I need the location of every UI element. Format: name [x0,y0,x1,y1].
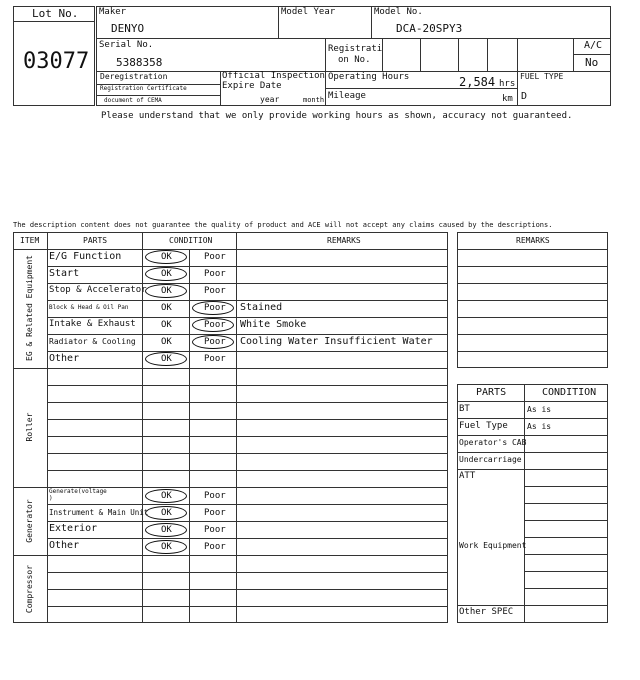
part-generate-voltage-close: ) [49,495,53,502]
item-header: ITEM [20,236,40,245]
eg-poor-4: Poor [204,303,226,313]
eg-poor-6: Poor [204,337,226,347]
eg-ok-5: OK [161,320,172,330]
poor-circle-mark [192,301,234,315]
part-radiator-cooling: Radiator & Cooling [49,337,136,346]
km-unit: km [502,94,513,104]
eg-poor-1: Poor [204,252,226,262]
right-part-undercarriage: Undercarriage [459,455,522,464]
deregistration-label: Deregistration [100,72,168,81]
model-year-label: Model Year [281,7,336,17]
gen-ok-3: OK [161,525,172,535]
ok-circle-mark [145,250,187,264]
ok-circle-mark [145,489,187,503]
gen-poor-4: Poor [204,542,226,552]
part-block-head-oil-pan: Block & Head & Oil Pan [49,304,129,311]
eg-poor-3: Poor [204,286,226,296]
right-part-fuel-type: Fuel Type [459,421,508,431]
registration-label-2: on No. [338,55,371,65]
lot-label: Lot No. [32,7,79,20]
lot-number: 03077 [23,49,90,74]
cema-label: document of CEMA [104,97,162,104]
ok-circle-mark [145,540,187,554]
eg-poor-5: Poor [204,320,226,330]
inspection-label-1: Official Inspection [222,71,325,81]
part-instrument-main-unit: Instrument & Main Unit [49,508,149,517]
gen-poor-1: Poor [204,491,226,501]
gen-ok-4: OK [161,542,172,552]
right-part-operator-cab: Operator's CAB [459,438,527,447]
right-part-bt: BT [459,404,470,414]
operating-hours-label: Operating Hours [328,72,410,82]
hours-notice: Please understand that we only provide working hours as shown, accuracy not guaranteed. [101,111,573,121]
eg-ok-6: OK [161,337,172,347]
poor-circle-mark [192,318,234,332]
ac-value: No [585,56,599,69]
section-eg-related: EG & Related Equipment [25,255,34,361]
gen-poor-2: Poor [204,508,226,518]
part-eg-function: E/G Function [49,251,122,262]
remark-intake-exhaust: White Smoke [240,319,307,330]
section-roller: Roller [25,412,34,442]
eg-poor-2: Poor [204,269,226,279]
ok-circle-mark [145,352,187,366]
part-exterior: Exterior [49,523,98,534]
right-remarks-header: REMARKS [516,236,550,245]
registration-label-1: Registrati [328,44,383,54]
remark-radiator-cooling: Cooling Water Insufficient Water [240,336,433,347]
eg-ok-1: OK [161,252,172,262]
month-label: month [303,96,325,104]
section-compressor: Compressor [25,564,34,614]
right-part-att: ATT [459,471,476,481]
ac-label: A/C [584,40,603,51]
right-condition-header: CONDITION [542,387,597,398]
remarks-header: REMARKS [327,236,361,245]
inspection-label-2: Expire Date [222,81,282,91]
ok-circle-mark [145,523,187,537]
right-part-other-spec: Other SPEC [459,607,514,617]
serial-label: Serial No. [99,40,154,50]
fuel-type-value: D [521,91,528,102]
remark-block-head: Stained [240,302,283,313]
gen-ok-1: OK [161,491,172,501]
poor-circle-mark [192,335,234,349]
ok-circle-mark [145,284,187,298]
gen-ok-2: OK [161,508,172,518]
eg-ok-4: OK [161,303,172,313]
eg-poor-7: Poor [204,354,226,364]
parts-header: PARTS [83,236,108,245]
part-stop-accelerator: Stop & Accelerator [49,285,147,295]
serial-value: 5388358 [116,56,163,69]
operating-hours-value: 2,584 [459,75,496,89]
eg-ok-2: OK [161,269,172,279]
maker-label: Maker [99,7,127,17]
part-gen-other: Other [49,540,80,551]
gen-poor-3: Poor [204,525,226,535]
right-parts-header: PARTS [476,387,507,398]
part-eg-other: Other [49,353,80,364]
right-cond-bt: As is [527,405,552,414]
model-no-value: DCA-20SPY3 [396,22,463,35]
ok-circle-mark [145,267,187,281]
right-part-work-equipment: Work Equipment [459,541,527,550]
eg-ok-7: OK [161,354,172,364]
eg-ok-3: OK [161,286,172,296]
disclaimer: The description content does not guarantee the quality of product and ACE will not accept any claims caused by the descriptions. [13,221,553,229]
fuel-type-label: FUEL TYPE [520,72,564,81]
condition-header: CONDITION [169,236,213,245]
section-generator: Generator [25,499,34,543]
ok-circle-mark [145,506,187,520]
part-generate-voltage: Generate(voltage [49,488,107,495]
hrs-unit: hrs [499,79,516,89]
mileage-label: Mileage [328,91,366,101]
right-cond-fuel-type: As is [527,422,552,431]
part-intake-exhaust: Intake & Exhaust [49,319,136,329]
part-start: Start [49,268,80,279]
model-no-label: Model No. [374,7,423,17]
year-label: year [260,95,280,104]
registration-certificate-label: Registration Certificate [100,85,187,92]
maker-value: DENYO [111,22,145,35]
